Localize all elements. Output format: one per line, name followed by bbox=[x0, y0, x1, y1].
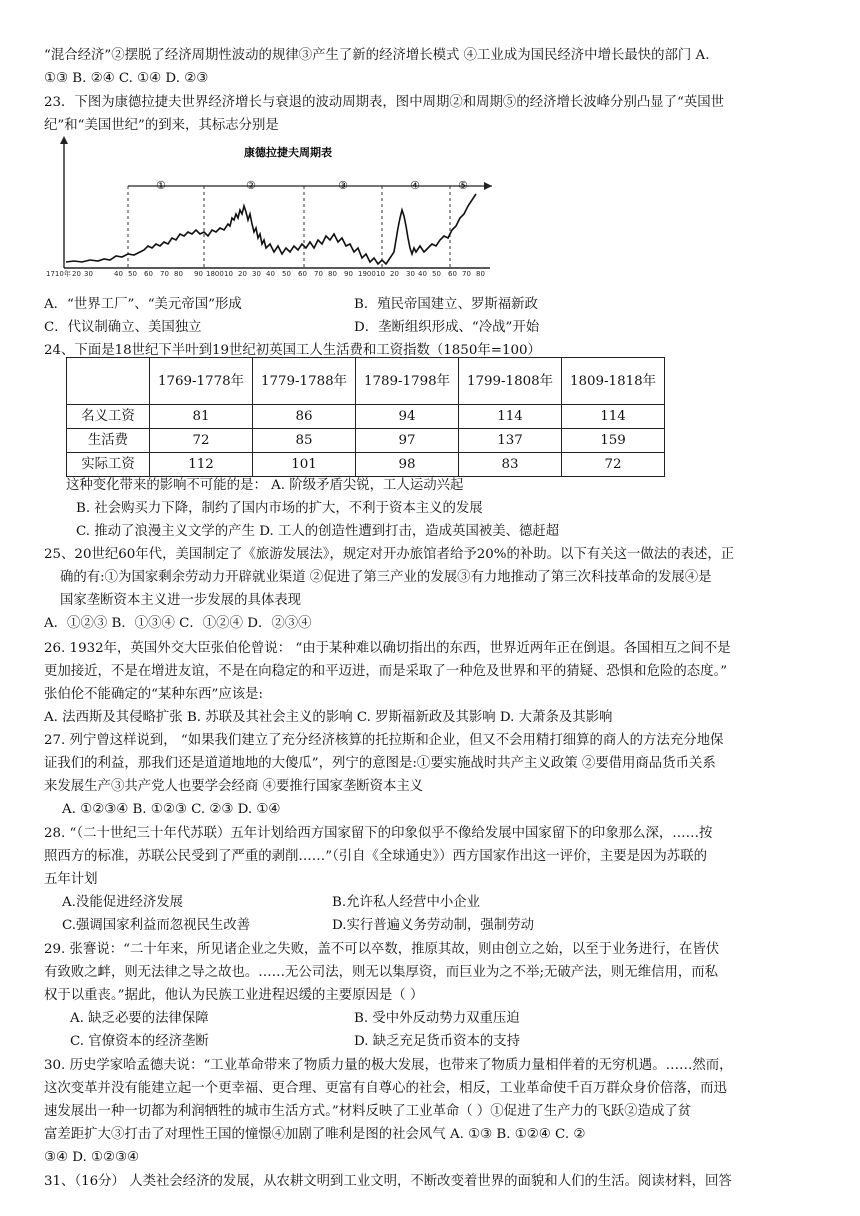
table-cell: 81 bbox=[150, 405, 253, 429]
x-tick-label: 80 bbox=[174, 270, 183, 278]
table-row-label: 名义工资 bbox=[67, 405, 150, 429]
x-tick-label: 20 bbox=[238, 270, 247, 278]
q29-option-c: C. 官僚资本的经济垄断 bbox=[70, 1034, 209, 1049]
x-tick-label: 80 bbox=[328, 270, 337, 278]
period-label-1: ① bbox=[156, 179, 166, 192]
q26-options: A. 法西斯及其侵略扩张 B. 苏联及其社会主义的影响 C. 罗斯福新政及其影响 D. 大萧条及其影响 bbox=[44, 710, 613, 725]
x-tick-label: 50 bbox=[282, 270, 291, 278]
table-cell: 72 bbox=[150, 429, 253, 453]
x-tick-label: 10 bbox=[376, 270, 385, 278]
q29-option-b: B. 受中外反动势力双重压迫 bbox=[354, 1011, 520, 1026]
q27-options: A. ①②③④ B. ①②③ C. ②③ D. ①④ bbox=[62, 802, 281, 817]
q30-line-3: 速发展出一种一切都为利润牺牲的城市生活方式。”材料反映了工业革命（ ）①促进了生产力的飞跃②造成了贫 bbox=[44, 1104, 692, 1119]
x-tick-label: 80 bbox=[476, 270, 485, 278]
table-header-cell: 1809-1818年 bbox=[562, 358, 665, 405]
chart-title: 康德拉捷夫周期表 bbox=[244, 146, 332, 159]
q25-line-2: 确的有:①为国家剩余劳动力开辟就业渠道 ②促进了第三产业的发展③有力地推动了第三次科技革命的发展④是 bbox=[60, 570, 712, 585]
q22-options-line: “混合经济”②摆脱了经济周期性波动的规律③产生了新的经济增长模式 ④工业成为国民经济中增长最快的部门 A. bbox=[44, 48, 710, 63]
x-tick-label: 90 bbox=[344, 270, 353, 278]
q29-line-3: 权于以重丧。”据此，他认为民族工业进程迟缓的主要原因是（ ） bbox=[44, 988, 424, 1003]
table-cell: 159 bbox=[562, 429, 665, 453]
x-tick-label: 70 bbox=[462, 270, 471, 278]
q23-stem-line-1: 23．下图为康德拉捷夫世界经济增长与衰退的波动周期表，图中周期②和周期⑤的经济增长波峰分别凸显了“英国世 bbox=[44, 95, 725, 110]
q24-stem: 24、下面是18世纪下半叶到19世纪初英国工人生活费和工资指数（1850年=100） bbox=[44, 343, 541, 358]
q28-line-3: 五年计划 bbox=[44, 872, 98, 887]
q30-line-1: 30. 历史学家哈孟德夫说：“工业革命带来了物质力量的极大发展，也带来了物质力量相伴着的无穷机遇。……然而， bbox=[44, 1058, 733, 1073]
q29-line-2: 有致败之衅，则无法律之导之故也。……无公司法，则无以集厚资，而巨业为之不举;无破产法，则无维信用，而私 bbox=[44, 965, 719, 980]
table-cell: 72 bbox=[562, 453, 665, 477]
period-label-2: ② bbox=[246, 179, 256, 192]
q23-stem-line-2: 纪”和“美国世纪”的到来，其标志分别是 bbox=[44, 118, 279, 133]
kondratiev-chart bbox=[44, 134, 496, 282]
q28-option-b: B.允许私人经营中小企业 bbox=[332, 895, 481, 910]
q23-option-d: D．垄断组织形成、“冷战”开始 bbox=[354, 320, 540, 335]
table-cell: 83 bbox=[459, 453, 562, 477]
q26-line-2: 更加接近，不是在增进友谊，不是在向稳定的和平迈进，而是采取了一种危及世界和平的猜疑、恐惧和危险的态度。” bbox=[44, 664, 728, 679]
q24-after-line-2: B. 社会购买力下降，制约了国内市场的扩大，不利于资本主义的发展 bbox=[76, 501, 483, 516]
table-cell: 86 bbox=[253, 405, 356, 429]
q24-after-line-1: 这种变化带来的影响不可能的是： A. 阶级矛盾尖锐，工人运动兴起 bbox=[66, 478, 464, 493]
table-header-cell: 1779-1788年 bbox=[253, 358, 356, 405]
x-tick-label: 60 bbox=[298, 270, 307, 278]
q25-options: A．①②③ B．①③④ C．①②④ D．②③④ bbox=[44, 616, 312, 631]
q23-option-a: A．“世界工厂”、“美元帝国”形成 bbox=[44, 297, 242, 312]
table-cell: 94 bbox=[356, 405, 459, 429]
x-tick-label: 90 bbox=[194, 270, 203, 278]
x-tick-label: 1710年 bbox=[46, 270, 71, 278]
x-tick-label: 20 bbox=[72, 270, 81, 278]
x-tick-label: 60 bbox=[448, 270, 457, 278]
x-tick-label: 20 bbox=[390, 270, 399, 278]
q29-line-1: 29. 张謇说：“二十年来，所见诸企业之失败，盖不可以卒数，推原其故，则由创立之始，以至于业务进行，在皆伏 bbox=[44, 942, 720, 957]
q28-option-a: A.没能促进经济发展 bbox=[62, 895, 184, 910]
q24-after-line-3: C. 推动了浪漫主义文学的产生 D. 工人的创造性遭到打击，造成英国被美、德赶超 bbox=[76, 524, 560, 539]
x-tick-label: 10 bbox=[224, 270, 233, 278]
x-tick-label: 70 bbox=[314, 270, 323, 278]
q27-line-2: 证我们的利益，那我们还是道道地地的大傻瓜”，列宁的意图是:①要实施战时共产主义政策 ②要借用商品货币关系 bbox=[44, 756, 716, 771]
q27-line-1: 27. 列宁曾这样说到， “如果我们建立了充分经济核算的托拉斯和企业，但又不会用精打细算的商人的方法充分地保 bbox=[44, 733, 724, 748]
x-tick-label: 50 bbox=[432, 270, 441, 278]
table-row bbox=[67, 429, 665, 453]
wage-table bbox=[66, 357, 665, 477]
table-row bbox=[67, 405, 665, 429]
table-row bbox=[67, 453, 665, 477]
x-tick-label: 70 bbox=[160, 270, 169, 278]
table-cell: 98 bbox=[356, 453, 459, 477]
x-tick-label: 60 bbox=[144, 270, 153, 278]
q28-option-d: D.实行普遍义务劳动制，强制劳动 bbox=[332, 918, 534, 933]
table-header-row bbox=[67, 358, 665, 405]
q29-option-d: D. 缺乏充足货币资本的支持 bbox=[354, 1034, 521, 1049]
table-cell: 85 bbox=[253, 429, 356, 453]
x-tick-label: 30 bbox=[84, 270, 93, 278]
q23-option-b: B．殖民帝国建立、罗斯福新政 bbox=[354, 297, 538, 312]
table-cell: 114 bbox=[562, 405, 665, 429]
q26-line-1: 26. 1932年，英国外交大臣张伯伦曾说： “由于某种难以确切指出的东西，世界近两年正在倒退。各国相互之间不是 bbox=[44, 641, 731, 656]
table-header-cell: 1789-1798年 bbox=[356, 358, 459, 405]
table-cell: 137 bbox=[459, 429, 562, 453]
x-tick-label: 30 bbox=[406, 270, 415, 278]
q26-line-3: 张伯伦不能确定的“某种东西”应该是: bbox=[44, 687, 264, 702]
q28-option-c: C.强调国家利益而忽视民生改善 bbox=[62, 918, 251, 933]
period-label-5: ⑤ bbox=[458, 179, 468, 192]
period-label-4: ④ bbox=[410, 179, 420, 192]
q28-line-1: 28. “（二十世纪三十年代苏联）五年计划给西方国家留下的印象似乎不像给发展中国家留下的印象那么深，……按 bbox=[44, 826, 713, 841]
q30-line-2: 这次变革并没有能建立起一个更幸福、更合理、更富有自尊心的社会，相反，工业革命使千百万群众身价倍落，而迅 bbox=[44, 1081, 727, 1096]
x-tick-label: 40 bbox=[266, 270, 275, 278]
q27-line-3: 来发展生产③共产党人也要学会经商 ④要推行国家垄断资本主义 bbox=[44, 779, 424, 794]
q28-line-2: 照西方的标准，苏联公民受到了严重的剥削……”（引自《全球通史》）西方国家作出这一评价，主要是因为苏联的 bbox=[44, 849, 707, 864]
x-tick-label: 50 bbox=[128, 270, 137, 278]
table-row-label: 实际工资 bbox=[67, 453, 150, 477]
table-cell: 114 bbox=[459, 405, 562, 429]
x-tick-label: 1900 bbox=[358, 270, 376, 278]
table-row-label: 生活费 bbox=[67, 429, 150, 453]
q29-option-a: A. 缺乏必要的法律保障 bbox=[70, 1011, 209, 1026]
table-cell: 97 bbox=[356, 429, 459, 453]
q30-line-5: ③④ D. ①②③④ bbox=[44, 1150, 140, 1165]
q31-line-1: 31、（16分） 人类社会经济的发展，从农耕文明到工业文明，不断改变着世界的面貌和人们的生活。阅读材料，回答 bbox=[44, 1174, 732, 1189]
period-label-3: ③ bbox=[338, 179, 348, 192]
x-tick-label: 40 bbox=[114, 270, 123, 278]
x-tick-label: 40 bbox=[418, 270, 427, 278]
q23-option-c: C．代议制确立、美国独立 bbox=[44, 320, 202, 335]
x-tick-label: 30 bbox=[252, 270, 261, 278]
table-cell: 112 bbox=[150, 453, 253, 477]
q25-line-1: 25、20世纪60年代，美国制定了《旅游发展法》，规定对开办旅馆者给予20%的补助。以下有关这一做法的表述，正 bbox=[44, 547, 735, 562]
table-header-cell: 1799-1808年 bbox=[459, 358, 562, 405]
q25-line-3: 国家垄断资本主义进一步发展的具体表现 bbox=[60, 593, 302, 608]
x-tick-label: 1800 bbox=[206, 270, 224, 278]
table-cell: 101 bbox=[253, 453, 356, 477]
table-corner-cell bbox=[67, 358, 150, 405]
table-header-cell: 1769-1778年 bbox=[150, 358, 253, 405]
q30-line-4: 富差距扩大③打击了对理性王国的憧憬④加剧了唯利是图的社会风气 A. ①③ B. ①②④ C. ② bbox=[44, 1127, 586, 1142]
q22-options-line-2: ①③ B. ②④ C. ①④ D. ②③ bbox=[44, 71, 209, 86]
